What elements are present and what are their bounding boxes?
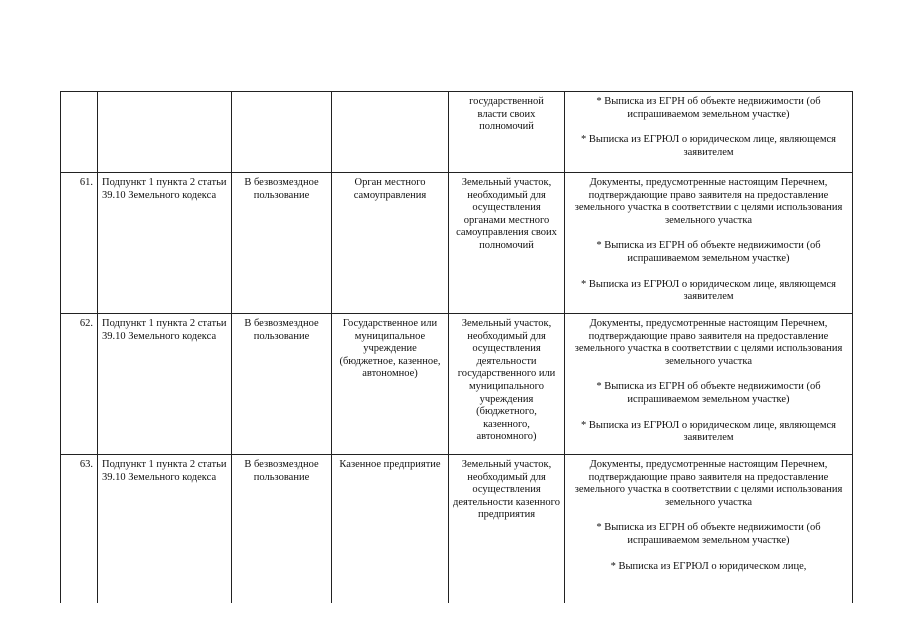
cell-number [61,92,98,173]
cell-applicant [332,92,449,173]
cell-basis [98,92,232,173]
cell-right [232,92,332,173]
cell-documents [565,455,853,604]
cell-applicant: Государственное или муниципальное учреждение (бюджетное, казенное, автономное) [332,314,449,455]
cell-applicant: Казенное предприятие [332,455,449,604]
document-item: * Выписка из ЕГРН об объекте недвижимости (об испрашиваемом земельном участке) [596,240,821,264]
cell-number: 61. [61,173,98,314]
cell-documents [565,314,853,455]
cell-number: 62. [61,314,98,455]
cell-basis: Подпункт 1 пункта 2 статьи 39.10 Земельного кодекса [98,173,232,314]
document-item: * Выписка из ЕГРН об объекте недвижимости (об испрашиваемом земельном участке) [596,522,821,546]
cell-purpose: Земельный участок, необходимый для осуществления деятельности государственного или муниципального учреждения (бюджетного, казенного, автономного) [449,314,565,455]
cell-purpose: Земельный участок, необходимый для осуществления деятельности казенного предприятия [449,455,565,604]
cell-right: В безвозмездное пользование [232,455,332,604]
document-item: * Выписка из ЕГРН об объекте недвижимости (об испрашиваемом земельном участке) [596,96,821,120]
document-item: * Выписка из ЕГРЮЛ о юридическом лице, являющемся заявителем [581,278,836,303]
table-row [61,314,853,455]
document-item: Документы, предусмотренные настоящим Перечнем, подтверждающие право заявителя на предоставление земельного участка в соответствии с целями использования земельного участка [574,459,843,508]
cell-purpose: государственной власти своих полномочий [449,92,565,173]
document-item: Документы, предусмотренные настоящим Перечнем, подтверждающие право заявителя на предоставление земельного участка в соответствии с целями использования земельного участка [574,318,843,367]
cell-number: 63. [61,455,98,604]
cell-applicant: Орган местного самоуправления [332,173,449,314]
cell-right: В безвозмездное пользование [232,173,332,314]
document-item: Документы, предусмотренные настоящим Перечнем, подтверждающие право заявителя на предоставление земельного участка в соответствии с целями использования земельного участка [574,177,843,226]
document-item: * Выписка из ЕГРЮЛ о юридическом лице, являющемся заявителем [581,419,836,444]
table-row-continuation [61,92,853,173]
document-item: * Выписка из ЕГРЮЛ о юридическом лице, [610,560,807,572]
cell-right: В безвозмездное пользование [232,314,332,455]
land-documents-table [60,91,853,603]
cell-documents [565,173,853,314]
document-item: * Выписка из ЕГРН об объекте недвижимости (об испрашиваемом земельном участке) [596,381,821,405]
cell-purpose: Земельный участок, необходимый для осуществления органами местного самоуправления своих полномочий [449,173,565,314]
cell-basis: Подпункт 1 пункта 2 статьи 39.10 Земельного кодекса [98,455,232,604]
table-row [61,455,853,604]
cell-basis: Подпункт 1 пункта 2 статьи 39.10 Земельного кодекса [98,314,232,455]
document-item: * Выписка из ЕГРЮЛ о юридическом лице, являющемся заявителем [581,134,836,158]
cell-documents [565,92,853,173]
table-row [61,173,853,314]
